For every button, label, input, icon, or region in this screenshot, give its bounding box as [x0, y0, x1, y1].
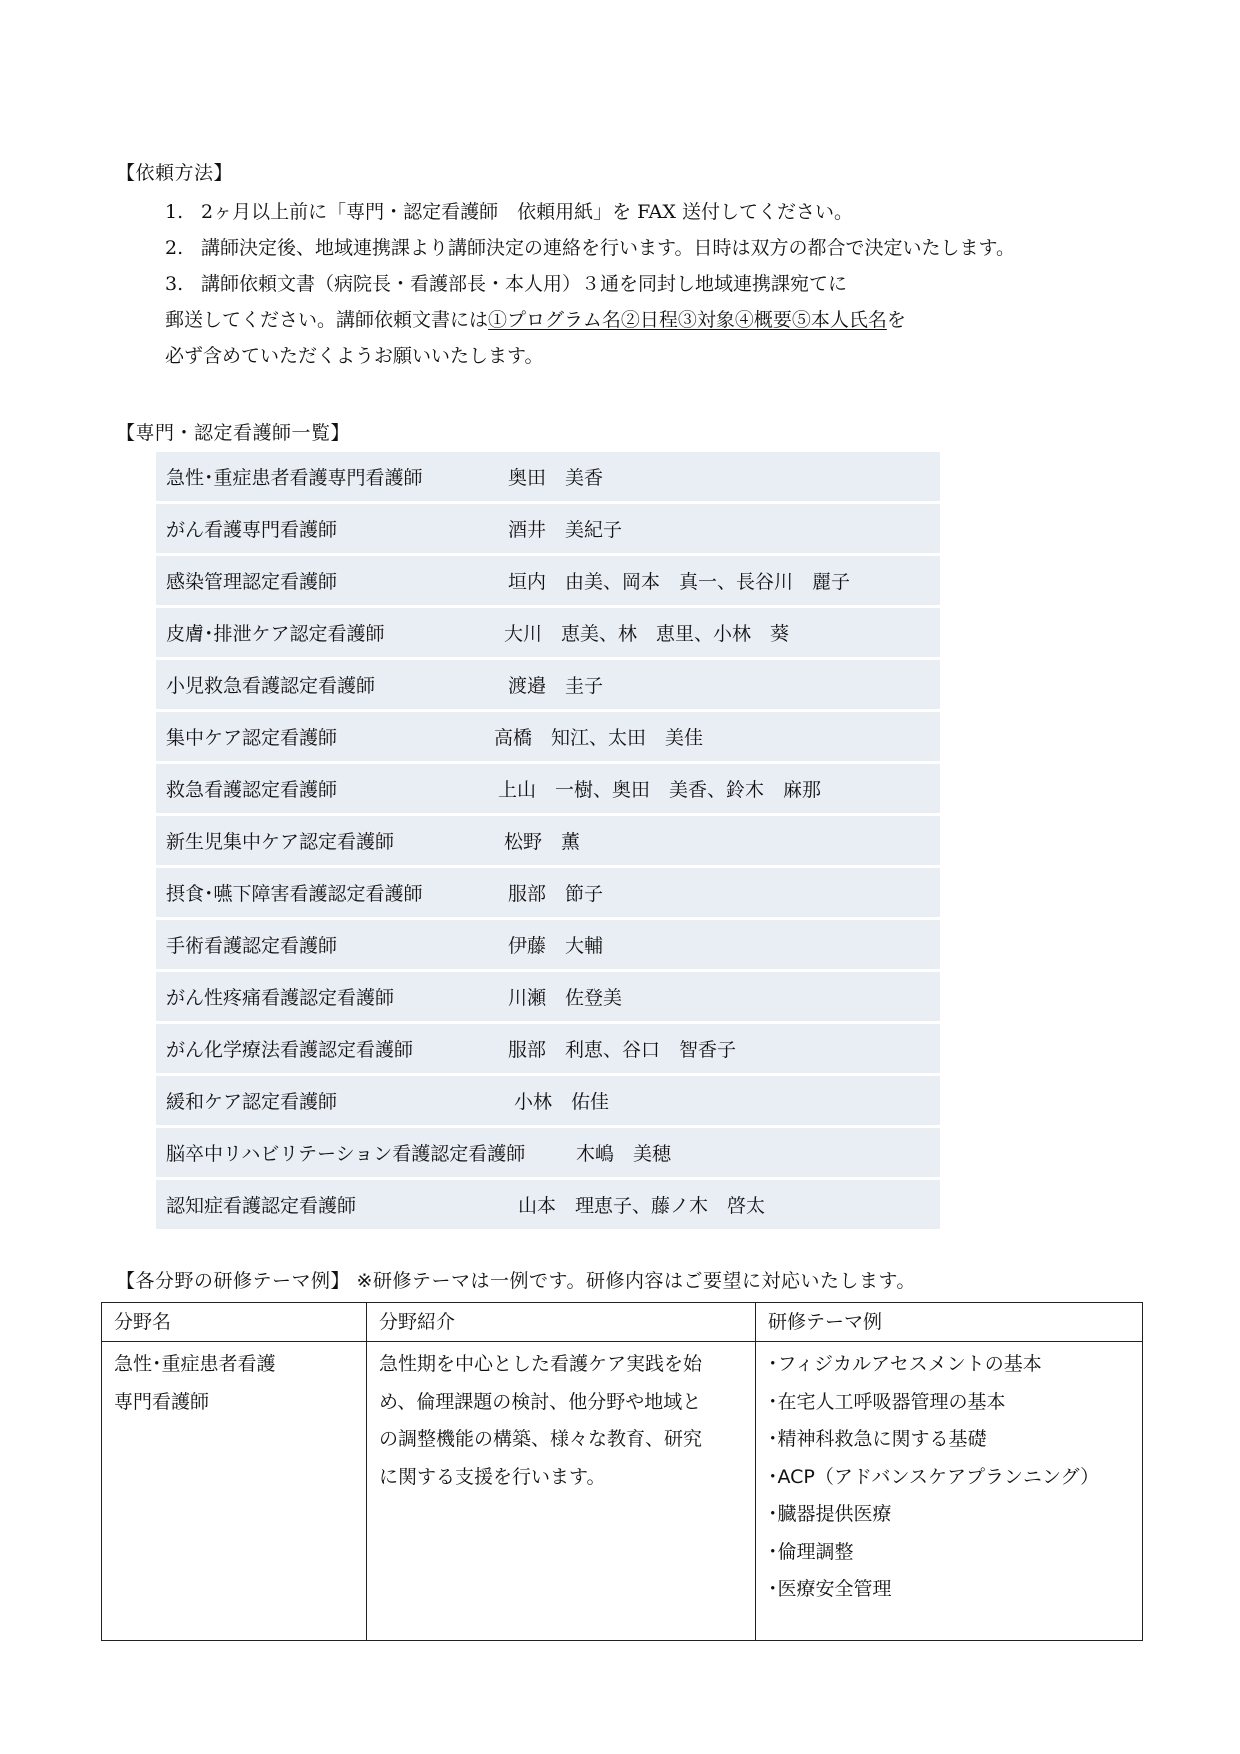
themes-heading: 【各分野の研修テーマ例】 ※研修テーマは一例です。研修内容はご要望に対応いたします。: [116, 1270, 916, 1292]
step-3-continuation: [165, 302, 1015, 338]
topic-item: ･倫理調整: [768, 1540, 854, 1563]
topic-item: ･フィジカルアセスメントの基本: [768, 1353, 1042, 1375]
nurse-list: [156, 452, 940, 1232]
field-intro-cell: [367, 1342, 756, 1641]
nurse-title: がん看護専門看護師: [166, 519, 338, 541]
themes-table: [101, 1302, 1143, 1641]
list-item: [156, 816, 940, 865]
list-item: [156, 504, 940, 553]
nurse-names: 渡邉 圭子: [508, 675, 604, 697]
nurse-title: がん性疼痛看護認定看護師: [166, 987, 395, 1009]
step-number: 2.: [165, 237, 184, 259]
nurse-names: 木嶋 美穂: [576, 1143, 672, 1165]
nurse-names: 大川 恵美、林 恵里、小林 葵: [504, 623, 790, 645]
nurse-names: 服部 利恵、谷口 智香子: [508, 1039, 737, 1061]
intro-line: の調整機能の構築、様々な教育、研究: [379, 1428, 703, 1450]
nurse-title: 急性･重症患者看護専門看護師: [166, 467, 423, 489]
nurse-names: 上山 一樹、奥田 美香、鈴木 麻那: [498, 779, 822, 801]
topic-item: ･精神科救急に関する基礎: [768, 1428, 987, 1450]
topic-item: ･在宅人工呼吸器管理の基本: [768, 1390, 1006, 1413]
list-item: [156, 764, 940, 813]
nurse-title: 新生児集中ケア認定看護師: [166, 831, 395, 853]
nurse-title: 手術看護認定看護師: [166, 935, 338, 957]
list-item: [156, 920, 940, 969]
table-header-row: [102, 1303, 1143, 1342]
list-item: [156, 1128, 940, 1177]
list-item: [156, 868, 940, 917]
topic-item: ･医療安全管理: [768, 1578, 892, 1600]
list-item: [156, 1076, 940, 1125]
table-row: [102, 1342, 1143, 1641]
nurse-names: 高橋 知江、太田 美佳: [494, 727, 704, 749]
intro-line: に関する支援を行います。: [379, 1465, 606, 1488]
nurse-names: 小林 佑佳: [514, 1091, 610, 1113]
step-text: 講師決定後、地域連携課より講師決定の連絡を行います。日時は双方の都合で決定いたします。: [201, 237, 1015, 259]
step-text: 2ヶ月以上前に「専門・認定看護師 依頼用紙」を FAX 送付してください。: [201, 201, 853, 223]
list-item: [156, 972, 940, 1021]
nurse-names: 川瀬 佐登美: [508, 987, 623, 1009]
nurse-list-heading: 【専門・認定看護師一覧】: [116, 422, 351, 444]
request-steps: [165, 194, 1015, 374]
topic-item: ･臓器提供医療: [768, 1503, 892, 1525]
nurse-title: 認知症看護認定看護師: [166, 1195, 357, 1217]
request-method-heading: 【依頼方法】: [116, 162, 234, 184]
nurse-title: 感染管理認定看護師: [166, 571, 338, 593]
nurse-names: 服部 節子: [508, 883, 604, 905]
nurse-names: 松野 薫: [504, 831, 581, 853]
nurse-title: 摂食･嚥下障害看護認定看護師: [166, 883, 423, 905]
list-item: [156, 556, 940, 605]
step-number: 1.: [165, 201, 184, 223]
nurse-names: 酒井 美紀子: [508, 519, 623, 541]
list-item: [156, 1024, 940, 1073]
step-2: [165, 230, 1015, 266]
field-name-line: 急性･重症患者看護: [114, 1353, 276, 1375]
intro-line: 急性期を中心とした看護ケア実践を始: [379, 1353, 703, 1375]
step-1: [165, 194, 1015, 230]
field-name-line: 専門看護師: [114, 1390, 210, 1413]
step-3-text-post: を: [886, 309, 906, 331]
step-number: 3.: [165, 273, 184, 295]
step-3-continuation-2: [165, 338, 1015, 374]
nurse-names: 奥田 美香: [508, 467, 604, 489]
nurse-title: 脳卒中リハビリテーション看護認定看護師: [166, 1143, 526, 1165]
step-3-text-pre: 郵送してください。講師依頼文書には: [165, 309, 489, 331]
list-item: [156, 712, 940, 761]
required-items-underlined: ①プログラム名②日程③対象④概要⑤本人氏名: [488, 309, 887, 331]
field-name-cell: [102, 1342, 367, 1641]
topics-cell: [756, 1342, 1143, 1641]
step-3-text-end: 必ず含めていただくようお願いいたします。: [165, 345, 544, 367]
nurse-names: 伊藤 大輔: [508, 935, 604, 957]
column-header-intro: 分野紹介: [367, 1303, 756, 1342]
nurse-title: 皮膚･排泄ケア認定看護師: [166, 623, 385, 645]
step-3: [165, 266, 1015, 302]
column-header-field: 分野名: [102, 1303, 367, 1342]
topic-item: ･ACP（アドバンスケアプランニング）: [768, 1465, 1100, 1488]
nurse-names: 山本 理恵子、藤ノ木 啓太: [518, 1195, 766, 1217]
list-item: [156, 660, 940, 709]
nurse-title: 緩和ケア認定看護師: [166, 1091, 338, 1113]
nurse-title: 小児救急看護認定看護師: [166, 675, 376, 697]
column-header-topics: 研修テーマ例: [756, 1303, 1143, 1342]
nurse-names: 垣内 由美、岡本 真一、長谷川 麗子: [508, 571, 851, 593]
nurse-title: 集中ケア認定看護師: [166, 727, 338, 749]
list-item: [156, 608, 940, 657]
nurse-title: 救急看護認定看護師: [166, 779, 338, 801]
list-item: [156, 1180, 940, 1229]
nurse-title: がん化学療法看護認定看護師: [166, 1039, 414, 1061]
list-item: [156, 452, 940, 501]
step-text: 講師依頼文書（病院長・看護部長・本人用）３通を同封し地域連携課宛てに: [201, 273, 848, 295]
intro-line: め、倫理課題の検討、他分野や地域と: [379, 1390, 702, 1413]
